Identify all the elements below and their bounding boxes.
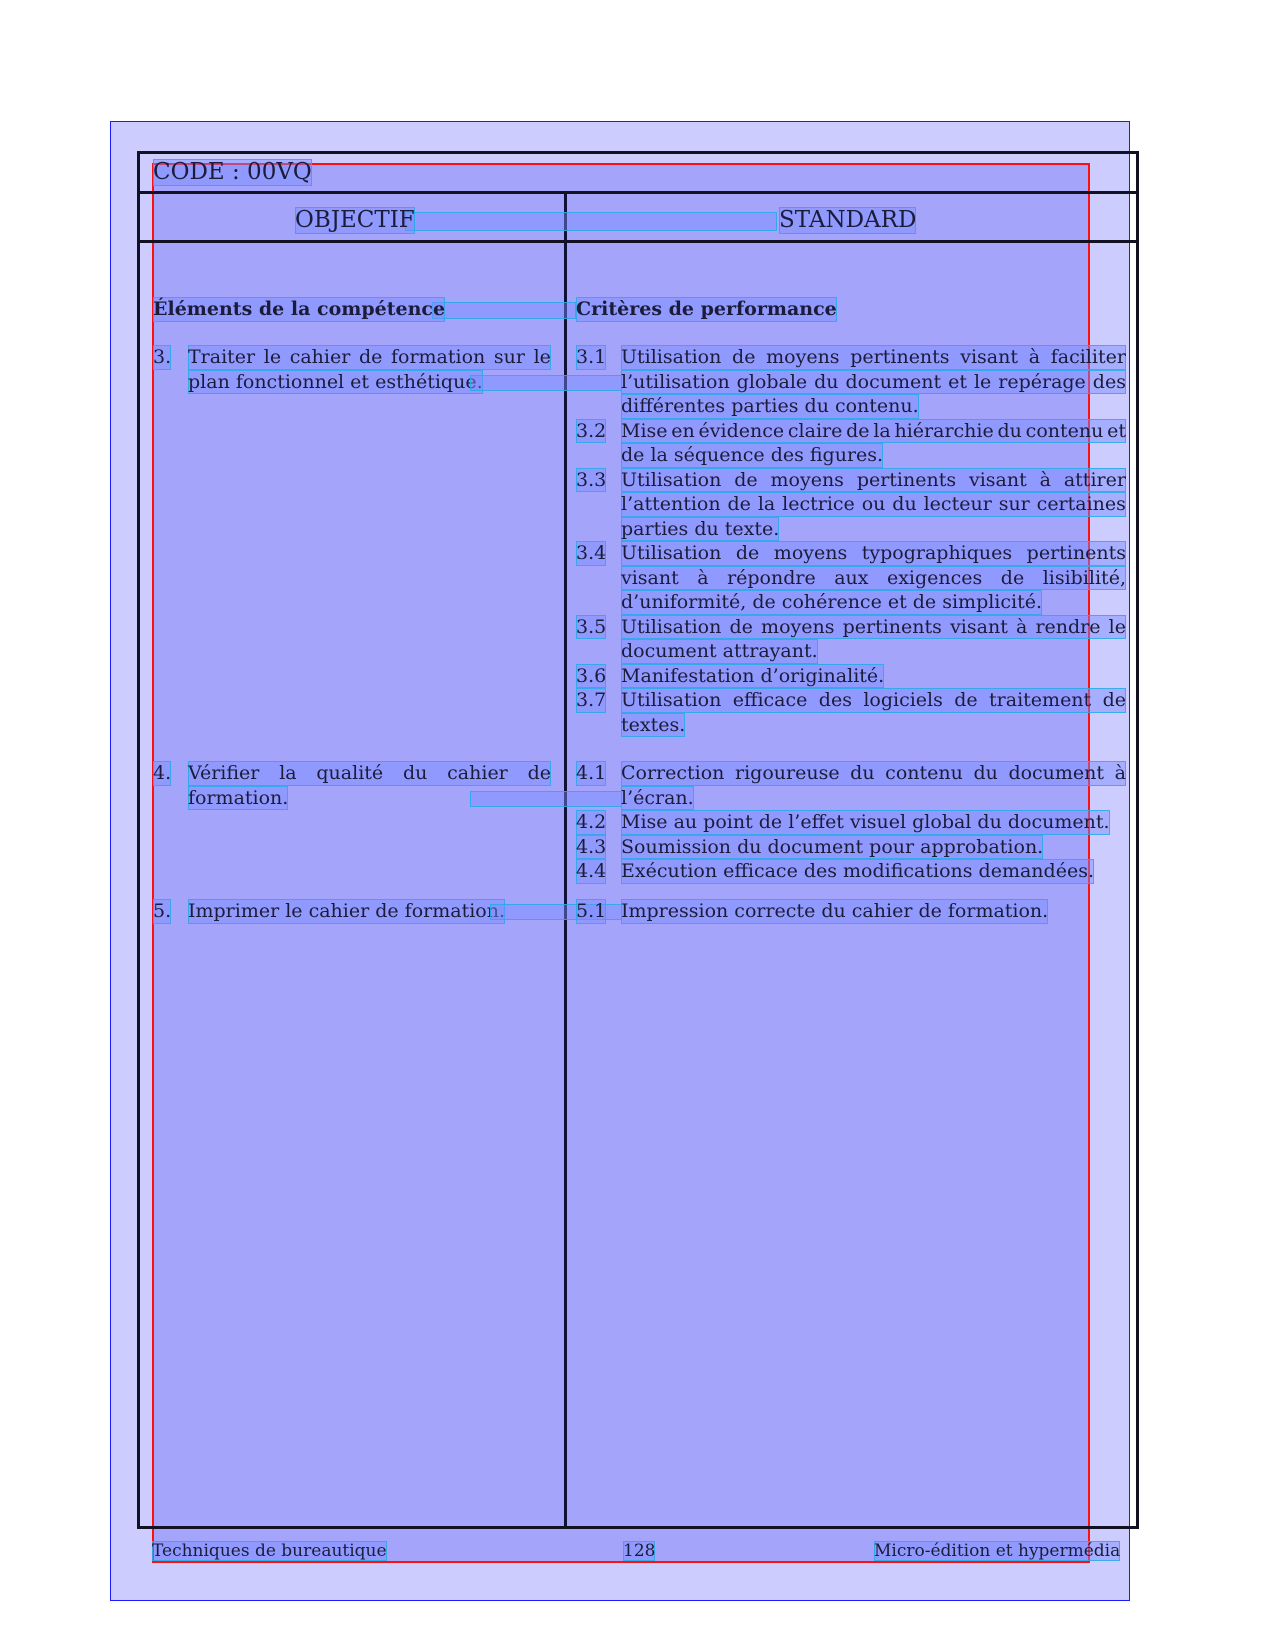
- criterion-line: Mise au point de l’effet visuel global du document.: [621, 811, 1110, 833]
- element-line: Vérifier la qualité du cahier de: [188, 762, 551, 784]
- criterion-line: visant à répondre aux exigences de lisibilité,: [621, 566, 1126, 589]
- criterion-line: parties du texte.: [621, 517, 780, 540]
- element-number: 4.: [153, 762, 172, 784]
- criterion-line: différentes parties du contenu.: [621, 395, 919, 417]
- criterion-line: Utilisation de moyens pertinents visant à faciliter: [621, 346, 1126, 368]
- criterion-line: Utilisation efficace des logiciels de traitement de: [621, 689, 1126, 711]
- criterion-line: Mise en évidence claire de la hiérarchie du contenu et: [621, 419, 1126, 442]
- criterion-number: 5.1: [576, 900, 607, 922]
- criterion-line: l’attention de la lectrice ou du lecteur sur certaines: [621, 493, 1126, 515]
- row-link-band: [470, 375, 622, 391]
- criterion-line: Utilisation de moyens pertinents visant à rendre le: [621, 615, 1126, 638]
- criterion-line: Soumission du document pour approbation.: [621, 835, 1044, 858]
- criterion-number: 3.4: [576, 542, 607, 564]
- footer-course: Micro-édition et hypermédia: [874, 1541, 1121, 1561]
- criterion-line: l’utilisation globale du document et le repérage des: [621, 370, 1126, 393]
- criterion-line: Impression correcte du cahier de formation.: [621, 900, 1049, 922]
- criterion-line: document attrayant.: [621, 640, 818, 662]
- footer-program: Techniques de bureautique: [152, 1541, 387, 1561]
- element-line: Imprimer le cahier de formation.: [188, 900, 506, 922]
- criterion-line: de la séquence des figures.: [621, 444, 884, 466]
- course-code: CODE : 00VQ: [153, 159, 312, 185]
- element-line: formation.: [188, 786, 289, 809]
- criterion-number: 3.1: [576, 346, 607, 368]
- objective-title: OBJECTIF: [295, 207, 415, 233]
- title-link-band: [405, 212, 777, 231]
- criterion-number: 3.2: [576, 419, 607, 442]
- row-link-band: [470, 791, 622, 807]
- criterion-number: 3.6: [576, 664, 607, 687]
- criterion-number: 4.2: [576, 811, 607, 833]
- element-line: plan fonctionnel et esthétique.: [188, 370, 483, 393]
- criterion-line: Utilisation de moyens pertinents visant à attirer: [621, 468, 1126, 491]
- criterion-number: 4.3: [576, 835, 607, 858]
- criterion-number: 3.5: [576, 615, 607, 638]
- elements-heading: Éléments de la compétence: [153, 298, 446, 320]
- criterion-line: Correction rigoureuse du contenu du document à: [621, 762, 1126, 784]
- page-number: 128: [623, 1541, 656, 1561]
- criterion-line: textes.: [621, 713, 686, 736]
- criterion-line: l’écran.: [621, 786, 694, 809]
- heading-link-band: [432, 302, 576, 319]
- criterion-line: Exécution efficace des modifications demandées.: [621, 860, 1094, 882]
- standard-title: STANDARD: [779, 207, 917, 233]
- criteria-heading: Critères de performance: [576, 298, 837, 320]
- criterion-line: Manifestation d’originalité.: [621, 664, 885, 687]
- criterion-number: 4.1: [576, 762, 607, 784]
- criterion-line: d’uniformité, de cohérence et de simplicité.: [621, 591, 1043, 613]
- element-line: Traiter le cahier de formation sur le: [188, 346, 551, 368]
- criterion-number: 3.7: [576, 689, 607, 711]
- element-number: 5.: [153, 900, 172, 922]
- criterion-line: Utilisation de moyens typographiques pertinents: [621, 542, 1126, 564]
- criterion-number: 3.3: [576, 468, 607, 491]
- criterion-number: 4.4: [576, 860, 607, 882]
- element-number: 3.: [153, 346, 172, 368]
